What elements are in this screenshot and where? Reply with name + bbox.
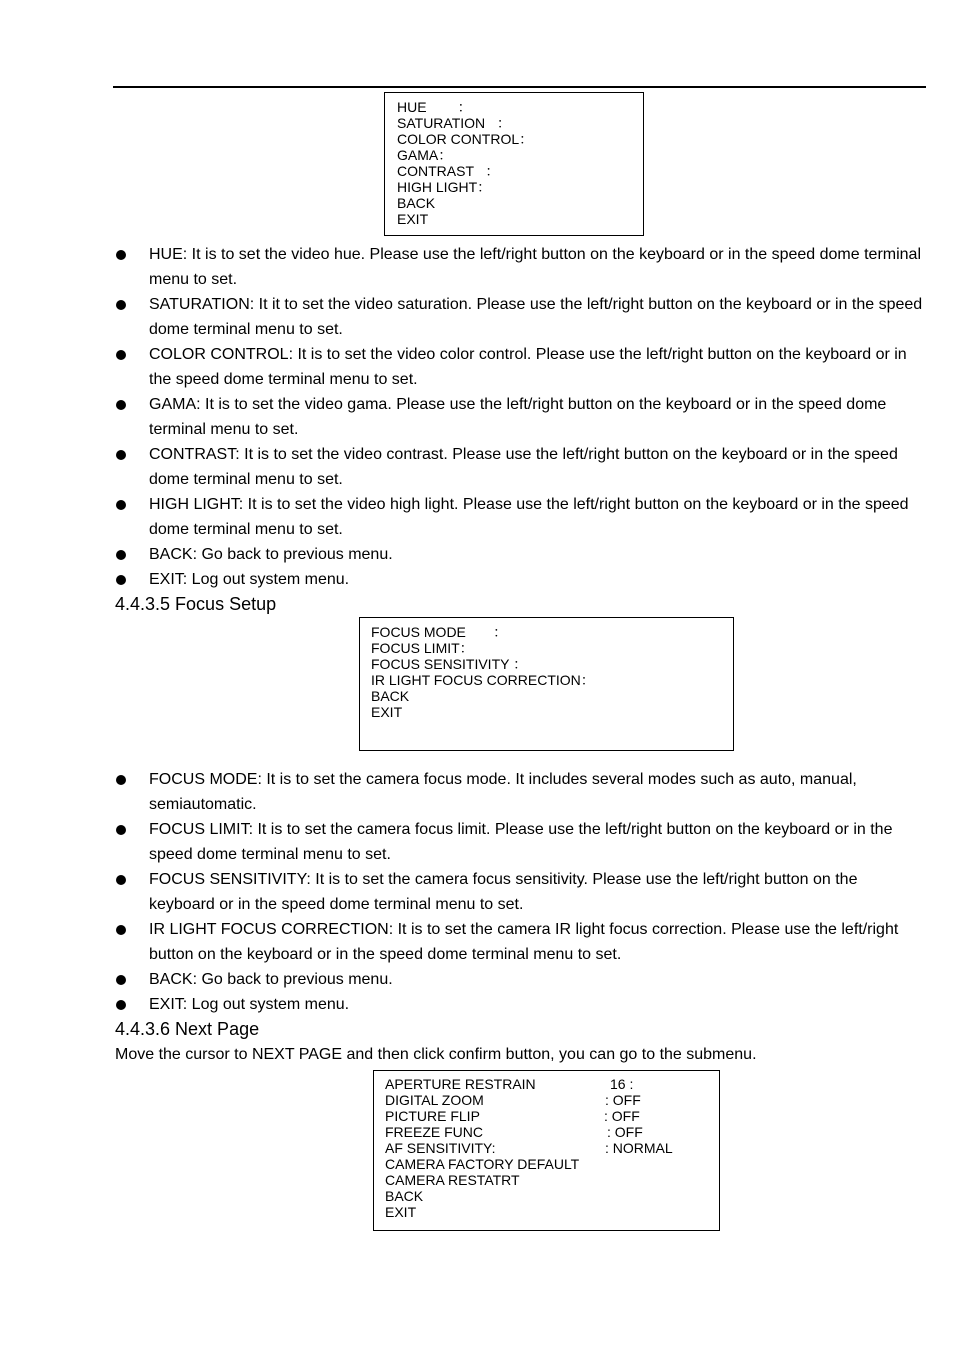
image-menu-box: [384, 92, 644, 236]
list-item: FOCUS LIMIT: It is to set the camera focus limit. Please use the left/right button on the keyboard or in the speed dome terminal menu to set.: [113, 817, 923, 867]
bullet-icon: [116, 575, 126, 585]
menu-item-saturation: SATURATION ：: [397, 115, 511, 131]
list-item: CONTRAST: It is to set the video contrast. Please use the left/right button on the keyboard or in the speed dome terminal menu to set.: [113, 442, 923, 492]
list-item: BACK: Go back to previous menu.: [113, 542, 923, 567]
section-heading-focus-setup: 4.4.3.5 Focus Setup: [115, 594, 277, 614]
menu-item-hue: HUE ：: [397, 99, 472, 115]
menu-item-focus-sensitivity: FOCUS SENSITIVITY ：: [371, 656, 528, 672]
menu-item-high-light: HIGH LIGHT：: [397, 179, 492, 195]
menu-value: : NORMAL: [605, 1140, 673, 1156]
menu-item-gama: GAMA：: [397, 147, 453, 163]
list-item: BACK: Go back to previous menu.: [113, 967, 923, 992]
bullet-icon: [116, 350, 126, 360]
list-item: EXIT: Log out system menu.: [113, 567, 923, 592]
focus-menu-box: [359, 617, 734, 751]
focus-bullet-list: [113, 767, 923, 1017]
menu-item-ir-light-focus-correction: IR LIGHT FOCUS CORRECTION：: [371, 672, 595, 688]
menu-item-focus-limit: FOCUS LIMIT：: [371, 640, 474, 656]
bullet-icon: [116, 450, 126, 460]
header-rule: [113, 86, 926, 88]
bullet-icon: [116, 250, 126, 260]
list-item: SATURATION: It it to set the video saturation. Please use the left/right button on the keyboard or in the speed dome terminal menu to set.: [113, 292, 923, 342]
menu-value: : OFF: [607, 1124, 643, 1140]
menu-value: 16 :: [610, 1076, 634, 1092]
list-item: EXIT: Log out system menu.: [113, 992, 923, 1017]
menu-value: : OFF: [605, 1092, 641, 1108]
menu-row-back: BACK: [385, 1188, 424, 1204]
bullet-icon: [116, 550, 126, 560]
list-item: FOCUS SENSITIVITY: It is to set the camera focus sensitivity. Please use the left/right button on the keyboard or in the speed dome terminal menu to set.: [113, 867, 923, 917]
bullet-icon: [116, 400, 126, 410]
list-item: HUE: It is to set the video hue. Please use the left/right button on the keyboard or in the speed dome terminal menu to set.: [113, 242, 923, 292]
menu-value: : OFF: [604, 1108, 640, 1124]
next-page-menu-box: [373, 1070, 720, 1231]
section-heading-next-page: 4.4.3.6 Next Page: [115, 1019, 260, 1039]
list-item: FOCUS MODE: It is to set the camera focus mode. It includes several modes such as auto, manual, semiautomatic.: [113, 767, 923, 817]
menu-row-picture-flip: PICTURE FLIP : OFF: [385, 1108, 640, 1124]
menu-item-focus-mode: FOCUS MODE ：: [371, 624, 508, 640]
bullet-icon: [116, 925, 126, 935]
bullet-icon: [116, 1000, 126, 1010]
list-item: COLOR CONTROL: It is to set the video color control. Please use the left/right button on the keyboard or in the speed dome terminal menu to set.: [113, 342, 923, 392]
list-item: HIGH LIGHT: It is to set the video high light. Please use the left/right button on the keyboard or in the speed dome terminal menu to set.: [113, 492, 923, 542]
menu-item-contrast: CONTRAST ：: [397, 163, 500, 179]
menu-row-camera-restart: CAMERA RESTATRT: [385, 1172, 520, 1188]
menu-item-back: BACK: [371, 688, 410, 704]
menu-row-camera-factory-default: CAMERA FACTORY DEFAULT: [385, 1156, 580, 1172]
list-item: IR LIGHT FOCUS CORRECTION: It is to set the camera IR light focus correction. Please use the left/right button on the keyboard or in the speed dome terminal menu to set.: [113, 917, 923, 967]
next-page-paragraph: Move the cursor to NEXT PAGE and then click confirm button, you can go to the submenu.: [115, 1046, 757, 1063]
menu-item-color-control: COLOR CONTROL：: [397, 131, 534, 147]
bullet-icon: [116, 300, 126, 310]
bullet-icon: [116, 500, 126, 510]
bullet-icon: [116, 975, 126, 985]
menu-row-exit: EXIT: [385, 1204, 417, 1220]
bullet-icon: [116, 825, 126, 835]
bullet-icon: [116, 775, 126, 785]
menu-row-af-sensitivity: AF SENSITIVITY: : NORMAL: [385, 1140, 673, 1156]
bullet-icon: [116, 875, 126, 885]
menu-row-digital-zoom: DIGITAL ZOOM : OFF: [385, 1092, 641, 1108]
menu-row-aperture-restrain: APERTURE RESTRAIN 16 :: [385, 1076, 634, 1092]
list-item: GAMA: It is to set the video gama. Please use the left/right button on the keyboard or in the speed dome terminal menu to set.: [113, 392, 923, 442]
image-bullet-list: [113, 242, 923, 592]
menu-item-back: BACK: [397, 195, 436, 211]
menu-item-exit: EXIT: [397, 211, 429, 227]
menu-item-exit: EXIT: [371, 704, 403, 720]
menu-row-freeze-func: FREEZE FUNC : OFF: [385, 1124, 643, 1140]
